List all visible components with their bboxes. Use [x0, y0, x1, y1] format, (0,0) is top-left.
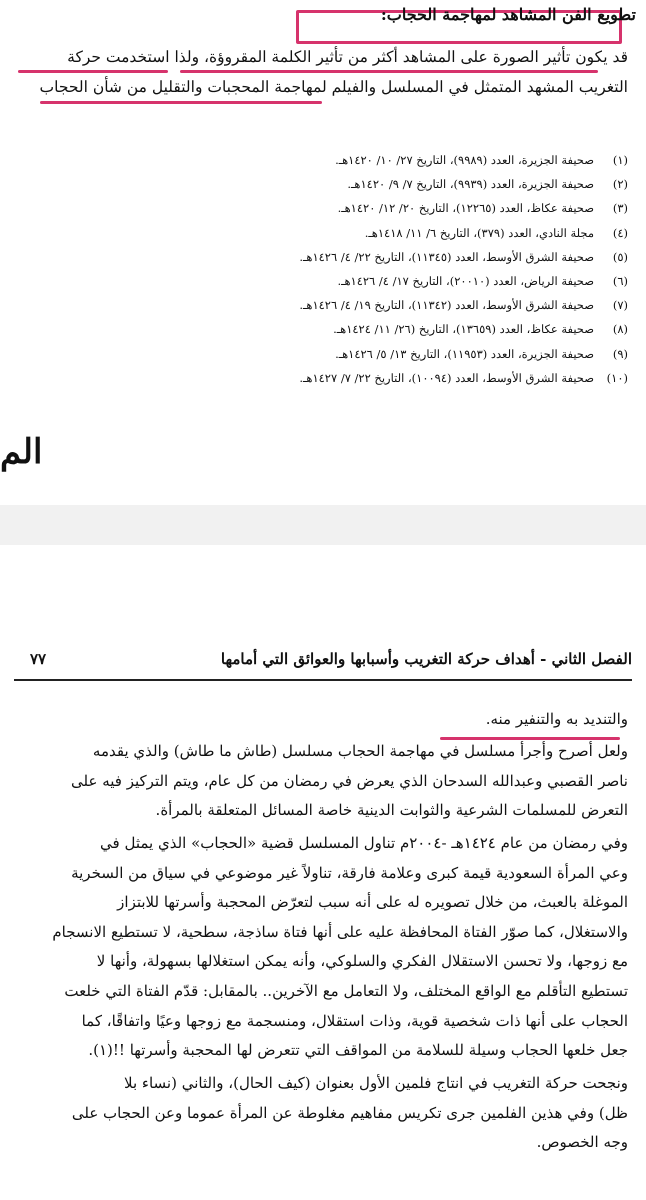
intro-line-2: التغريب المشهد المتمثل في المسلسل والفيلم لمهاجمة المحجبات والتقليل من شأن الحجاب: [39, 78, 628, 96]
chapter-title: الفصل الثاني - أهداف حركة التغريب وأسبابها والعوائق التي أمامها: [220, 650, 632, 668]
top-page: [0, 0, 646, 505]
chapter-header: [14, 650, 632, 678]
section-heading: تطويع الفن المشاهد لمهاجمة الحجاب:: [380, 5, 636, 24]
footnote-item: (٩) صحيفة الجزيرة، العدد (١١٩٥٣)، التاريخ ١٣/ ٥/ ١٤٢٦هـ.: [335, 346, 628, 361]
footnote-item: (٢) صحيفة الجزيرة، العدد (٩٩٣٩)، التاريخ ٧/ ٩/ ١٤٢٠هـ.: [347, 177, 628, 192]
footnote-item: (٣) صحيفة عكاظ، العدد (١٢٢٦٥)، التاريخ ٢٠/ ١٢/ ١٤٢٠هـ.: [337, 201, 628, 216]
intro-line-1: قد يكون تأثير الصورة على المشاهد أكثر من تأثير الكلمة المقروؤة، ولذا استخدمت حركة: [67, 48, 628, 66]
footnote-item: (٤) مجلة النادي، العدد (٣٧٩)، التاريخ ٦/ ١١/ ١٤١٨هـ.: [364, 225, 628, 240]
footnote-item: (٥) صحيفة الشرق الأوسط، العدد (١١٣٤٥)، التاريخ ٢٢/ ٤/ ١٤٢٦هـ.: [299, 249, 628, 264]
continuation-line: والتنديد به والتنفير منه.: [485, 710, 628, 728]
footnote-item: (١) صحيفة الجزيرة، العدد (٩٩٨٩)، التاريخ ٢٧/ ١٠/ ١٤٢٠هـ.: [335, 153, 628, 167]
footnote-item: (٦) صحيفة الرياض، العدد (٢٠٠١٠)، التاريخ ١٧/ ٤/ ١٤٢٦هـ.: [337, 274, 628, 289]
bottom-page: [0, 545, 646, 1200]
paragraph-1: ولعل أصرح وأجرأ مسلسل في مهاجمة الحجاب مسلسل (طاش ما طاش) والذي يقدمه ناصر القصبي وعبدالله السدحان الذي يعرض في رمضان من كل عام، ويتم التركيز فيه على التعرض للمسلمات الشرعية والثوابت الدينية خاصة المسائل المتعلقة بالمرأة.: [71, 742, 628, 820]
cut-off-page-text: الم: [0, 432, 43, 472]
footnote-item: (١٠) صحيفة الشرق الأوسط، العدد (١٠٠٩٤)، التاريخ ٢٢/ ٧/ ١٤٢٧هـ.: [299, 370, 628, 385]
page-number: ٧٧: [30, 650, 47, 668]
footnote-item: (٧) صحيفة الشرق الأوسط، العدد (١١٣٤٢)، التاريخ ١٩/ ٤/ ١٤٢٦هـ.: [299, 298, 628, 313]
paragraph-2: وفي رمضان من عام ١٤٢٤هـ -٢٠٠٤م تناول المسلسل قضية «الحجاب» الذي يمثل في وعي المرأة السعودية قيمة كبرى وعلامة فارقة، تناولاً غير موضوعي في سياق من السخرية الموغلة بالعبث، من خلال تصويره له على أنه سبب لتعرّض المحجبة وأسرتها للابتزاز والاستغلال، كما صوّر الفتاة المحافظة عليه على أنها فتاة ساذجة، سطحية، لا تستطيع الانسجام مع زوجها، ولا تحسن الاستقلال الفكري والسلوكي، وأنه يمكن استغلالها بسهولة، وأنها لا تستطيع التأقلم مع الواقع المختلف، ولا التعامل مع الآخرين.. بالمقابل: قدّم الفتاة التي خلعت الحجاب على أنها ذات شخصية قوية، وذات استقلال، ومنسجمة مع زوجها وعيًا واتفاقًا، كما جعل خلعها الحجاب وسيلة للسلامة من المواقف التي تتعرض لها المحجبة وأسرتها !!(١).: [52, 834, 628, 1060]
underline-highlight-3: [40, 101, 322, 104]
page-separator: [0, 505, 646, 545]
paragraph-3: ونجحت حركة التغريب في انتاج فلمين الأول بعنوان (كيف الحال)، والثاني (نساء بلا ظل) وفي هذين الفلمين جرى تكريس مفاهيم مغلوطة عن المرأة عموما وعن الحجاب على وجه الخصوص.: [71, 1074, 628, 1152]
underline-highlight-2: [18, 70, 168, 73]
footnote-item: (٨) صحيفة عكاظ، العدد (١٣٦٥٩)، التاريخ (٢٦/ ١١/ ١٤٢٤هـ.: [333, 322, 628, 337]
footnotes-list: [228, 148, 628, 390]
underline-highlight-1: [180, 70, 598, 73]
header-rule: [14, 679, 632, 681]
